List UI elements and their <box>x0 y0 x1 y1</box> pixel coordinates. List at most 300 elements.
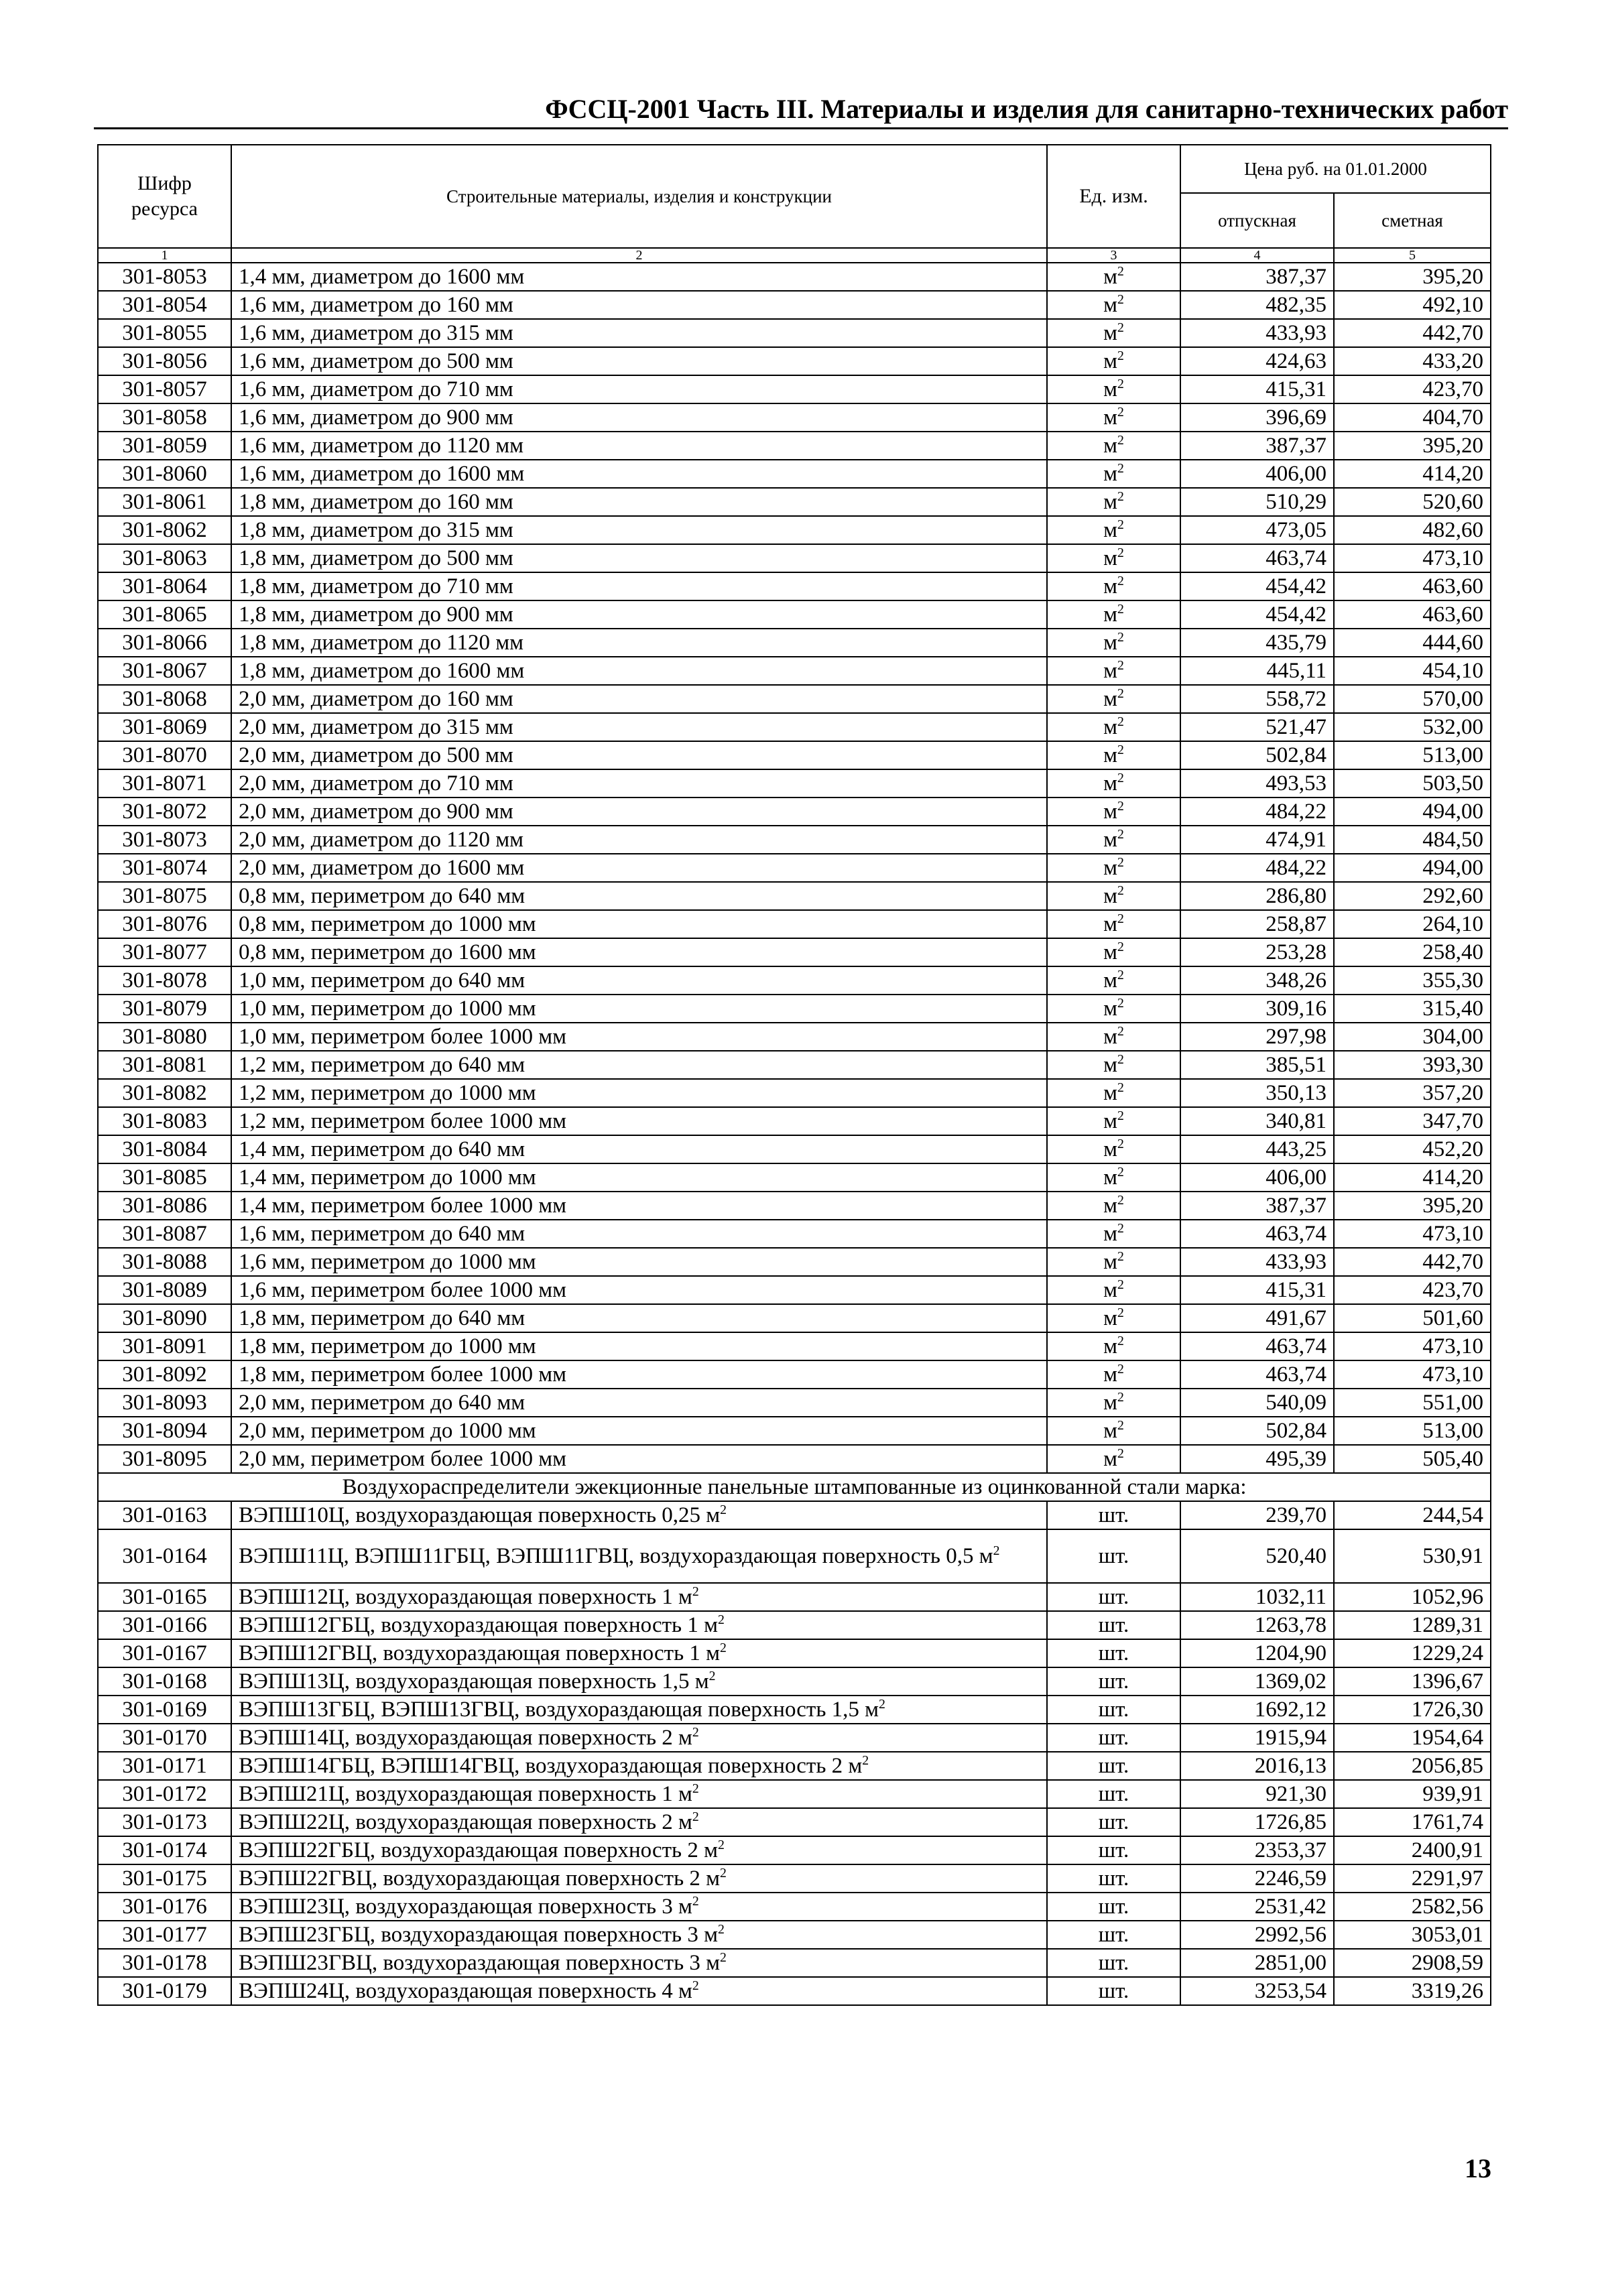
cell-name: 1,8 мм, периметром более 1000 мм <box>231 1360 1047 1389</box>
table-row <box>98 1667 1491 1696</box>
squared-superscript: 2 <box>1117 1108 1124 1123</box>
cell-unit: шт. <box>1047 1696 1180 1724</box>
cell-estimate-price: 423,70 <box>1334 375 1491 403</box>
cell-code: 301-8091 <box>98 1332 231 1360</box>
cell-release-price: 463,74 <box>1180 1220 1334 1248</box>
cell-unit: $м^2$ <box>1047 1304 1180 1332</box>
table-row <box>98 1611 1491 1639</box>
cell-code: 301-8072 <box>98 798 231 826</box>
cell-release-price: 2246,59 <box>1180 1864 1334 1893</box>
table-row <box>98 432 1491 460</box>
cell-code: 301-8065 <box>98 600 231 629</box>
cell-name: 1,8 мм, диаметром до 1120 мм <box>231 629 1047 657</box>
cell-name: 1,8 мм, периметром до 1000 мм <box>231 1332 1047 1360</box>
cell-code: 301-8071 <box>98 769 231 798</box>
table-row <box>98 966 1491 995</box>
cell-code: 301-8086 <box>98 1192 231 1220</box>
squared-superscript: 2 <box>720 1503 727 1517</box>
cell-unit: $м^2$ <box>1047 1445 1180 1473</box>
cell-name: ВЭПШ22Ц, воздухораздающая поверхность 2 $м^2$ <box>231 1808 1047 1836</box>
cell-name: 1,4 мм, периметром более 1000 мм <box>231 1192 1047 1220</box>
cell-code: 301-8083 <box>98 1107 231 1135</box>
table-header <box>98 145 1491 263</box>
table-row <box>98 347 1491 375</box>
table-row <box>98 1360 1491 1389</box>
squared-superscript: 2 <box>1117 377 1124 391</box>
cell-estimate-price: 1954,64 <box>1334 1724 1491 1752</box>
table-row <box>98 319 1491 347</box>
cell-estimate-price: 404,70 <box>1334 403 1491 432</box>
cell-code: 301-8088 <box>98 1248 231 1276</box>
cell-estimate-price: 1052,96 <box>1334 1583 1491 1611</box>
squared-superscript: 2 <box>1117 1418 1124 1433</box>
cell-code: 301-8053 <box>98 263 231 291</box>
cell-code: 301-0167 <box>98 1639 231 1667</box>
cell-name: 0,8 мм, периметром до 1000 мм <box>231 910 1047 938</box>
cell-unit: $м^2$ <box>1047 291 1180 319</box>
cell-release-price: 286,80 <box>1180 882 1334 910</box>
cell-name: 2,0 мм, диаметром до 1600 мм <box>231 854 1047 882</box>
cell-estimate-price: 442,70 <box>1334 1248 1491 1276</box>
cell-name: 2,0 мм, диаметром до 160 мм <box>231 685 1047 713</box>
cell-code: 301-8078 <box>98 966 231 995</box>
cell-release-price: 435,79 <box>1180 629 1334 657</box>
col-number: 4 <box>1180 248 1334 263</box>
squared-superscript: 2 <box>692 1978 699 1993</box>
table-row <box>98 1949 1491 1977</box>
cell-name: ВЭПШ11Ц, ВЭПШ11ГБЦ, ВЭПШ11ГВЦ, воздухораздающая поверхность 0,5 $м^2$ <box>231 1529 1047 1583</box>
table-row <box>98 600 1491 629</box>
cell-name: ВЭПШ22ГВЦ, воздухораздающая поверхность 2 $м^2$ <box>231 1864 1047 1893</box>
squared-superscript: 2 <box>1117 1024 1124 1039</box>
table-row <box>98 1192 1491 1220</box>
cell-code: 301-0178 <box>98 1949 231 1977</box>
squared-superscript: 2 <box>1117 292 1124 307</box>
cell-name: ВЭПШ24Ц, воздухораздающая поверхность 4 $м^2$ <box>231 1977 1047 2005</box>
cell-estimate-price: 503,50 <box>1334 769 1491 798</box>
cell-unit: $м^2$ <box>1047 1135 1180 1163</box>
cell-unit: шт. <box>1047 1667 1180 1696</box>
squared-superscript: 2 <box>1117 1334 1124 1348</box>
table-row <box>98 685 1491 713</box>
cell-name: 1,0 мм, периметром до 640 мм <box>231 966 1047 995</box>
cell-estimate-price: 452,20 <box>1334 1135 1491 1163</box>
cell-estimate-price: 395,20 <box>1334 263 1491 291</box>
cell-code: 301-8056 <box>98 347 231 375</box>
squared-superscript: 2 <box>692 1894 699 1909</box>
col-price-header: Цена руб. на 01.01.2000 <box>1180 145 1491 193</box>
cell-estimate-price: 3319,26 <box>1334 1977 1491 2005</box>
cell-unit: $м^2$ <box>1047 938 1180 966</box>
cell-unit: $м^2$ <box>1047 1051 1180 1079</box>
cell-release-price: 1369,02 <box>1180 1667 1334 1696</box>
cell-name: 1,6 мм, диаметром до 500 мм <box>231 347 1047 375</box>
squared-superscript: 2 <box>1117 1193 1124 1208</box>
cell-code: 301-8058 <box>98 403 231 432</box>
cell-unit: $м^2$ <box>1047 826 1180 854</box>
table-row <box>98 1780 1491 1808</box>
squared-superscript: 2 <box>1117 1390 1124 1405</box>
cell-estimate-price: 2291,97 <box>1334 1864 1491 1893</box>
cell-code: 301-8062 <box>98 516 231 544</box>
page-number: 13 <box>1465 2153 1491 2183</box>
squared-superscript: 2 <box>1117 461 1124 476</box>
cell-estimate-price: 463,60 <box>1334 572 1491 600</box>
cell-unit: $м^2$ <box>1047 995 1180 1023</box>
cell-unit: шт. <box>1047 1977 1180 2005</box>
cell-unit: $м^2$ <box>1047 572 1180 600</box>
cell-unit: шт. <box>1047 1724 1180 1752</box>
cell-code: 301-8093 <box>98 1389 231 1417</box>
cell-name: 2,0 мм, периметром до 1000 мм <box>231 1417 1047 1445</box>
cell-unit: $м^2$ <box>1047 516 1180 544</box>
cell-unit: $м^2$ <box>1047 1248 1180 1276</box>
cell-name: ВЭПШ13Ц, воздухораздающая поверхность 1,5 $м^2$ <box>231 1667 1047 1696</box>
col-code-header: Шифр ресурса <box>98 145 231 248</box>
cell-code: 301-8074 <box>98 854 231 882</box>
cell-estimate-price: 395,20 <box>1334 432 1491 460</box>
table-row <box>98 798 1491 826</box>
cell-unit: шт. <box>1047 1808 1180 1836</box>
cell-release-price: 2851,00 <box>1180 1949 1334 1977</box>
squared-superscript: 2 <box>1117 1446 1124 1461</box>
cell-unit: $м^2$ <box>1047 403 1180 432</box>
table-group <box>98 1473 1491 1501</box>
table-row <box>98 629 1491 657</box>
squared-superscript: 2 <box>692 1584 699 1599</box>
cell-release-price: 258,87 <box>1180 910 1334 938</box>
cell-unit: $м^2$ <box>1047 319 1180 347</box>
cell-name: 2,0 мм, диаметром до 1120 мм <box>231 826 1047 854</box>
squared-superscript: 2 <box>1117 771 1124 785</box>
cell-release-price: 297,98 <box>1180 1023 1334 1051</box>
cell-name: 1,0 мм, периметром более 1000 мм <box>231 1023 1047 1051</box>
col-estimate-header: сметная <box>1334 193 1491 248</box>
cell-code: 301-8084 <box>98 1135 231 1163</box>
cell-name: 1,8 мм, диаметром до 710 мм <box>231 572 1047 600</box>
cell-estimate-price: 442,70 <box>1334 319 1491 347</box>
cell-estimate-price: 423,70 <box>1334 1276 1491 1304</box>
cell-estimate-price: 463,60 <box>1334 600 1491 629</box>
cell-code: 301-8090 <box>98 1304 231 1332</box>
col-number: 1 <box>98 248 231 263</box>
col-number: 5 <box>1334 248 1491 263</box>
cell-unit: $м^2$ <box>1047 1417 1180 1445</box>
cell-estimate-price: 2582,56 <box>1334 1893 1491 1921</box>
squared-superscript: 2 <box>692 1725 699 1740</box>
cell-name: 1,8 мм, диаметром до 1600 мм <box>231 657 1047 685</box>
cell-name: 1,6 мм, периметром до 640 мм <box>231 1220 1047 1248</box>
cell-name: 1,4 мм, периметром до 640 мм <box>231 1135 1047 1163</box>
cell-unit: шт. <box>1047 1949 1180 1977</box>
cell-estimate-price: 513,00 <box>1334 741 1491 769</box>
squared-superscript: 2 <box>1117 1165 1124 1179</box>
table-row <box>98 854 1491 882</box>
squared-superscript: 2 <box>1117 714 1124 729</box>
cell-release-price: 239,70 <box>1180 1501 1334 1529</box>
cell-name: 1,8 мм, диаметром до 315 мм <box>231 516 1047 544</box>
cell-code: 301-8089 <box>98 1276 231 1304</box>
cell-name: 1,2 мм, периметром до 640 мм <box>231 1051 1047 1079</box>
cell-estimate-price: 570,00 <box>1334 685 1491 713</box>
cell-release-price: 2531,42 <box>1180 1893 1334 1921</box>
cell-unit: $м^2$ <box>1047 798 1180 826</box>
squared-superscript: 2 <box>1117 827 1124 842</box>
cell-release-price: 1915,94 <box>1180 1724 1334 1752</box>
cell-release-price: 473,05 <box>1180 516 1334 544</box>
squared-superscript: 2 <box>1117 855 1124 870</box>
table-row <box>98 572 1491 600</box>
cell-code: 301-8075 <box>98 882 231 910</box>
squared-superscript: 2 <box>720 1950 727 1965</box>
cell-release-price: 921,30 <box>1180 1780 1334 1808</box>
table-row <box>98 1696 1491 1724</box>
cell-name: 1,6 мм, периметром более 1000 мм <box>231 1276 1047 1304</box>
table-row <box>98 1752 1491 1780</box>
col-number: 3 <box>1047 248 1180 263</box>
cell-code: 301-8080 <box>98 1023 231 1051</box>
cell-name: 1,6 мм, диаметром до 160 мм <box>231 291 1047 319</box>
cell-unit: $м^2$ <box>1047 1079 1180 1107</box>
cell-release-price: 253,28 <box>1180 938 1334 966</box>
squared-superscript: 2 <box>1117 602 1124 617</box>
cell-estimate-price: 484,50 <box>1334 826 1491 854</box>
cell-release-price: 454,42 <box>1180 600 1334 629</box>
squared-superscript: 2 <box>692 1809 699 1824</box>
cell-code: 301-8077 <box>98 938 231 966</box>
cell-release-price: 2353,37 <box>1180 1836 1334 1864</box>
cell-name: 1,6 мм, диаметром до 315 мм <box>231 319 1047 347</box>
cell-release-price: 3253,54 <box>1180 1977 1334 2005</box>
cell-unit: $м^2$ <box>1047 375 1180 403</box>
table-row <box>98 657 1491 685</box>
cell-release-price: 396,69 <box>1180 403 1334 432</box>
cell-release-price: 521,47 <box>1180 713 1334 741</box>
cell-estimate-price: 1289,31 <box>1334 1611 1491 1639</box>
cell-estimate-price: 494,00 <box>1334 798 1491 826</box>
cell-code: 301-0166 <box>98 1611 231 1639</box>
cell-unit: шт. <box>1047 1836 1180 1864</box>
cell-code: 301-8079 <box>98 995 231 1023</box>
cell-release-price: 406,00 <box>1180 1163 1334 1192</box>
squared-superscript: 2 <box>717 1838 725 1852</box>
cell-unit: $м^2$ <box>1047 657 1180 685</box>
running-header <box>94 86 1508 129</box>
cell-code: 301-8085 <box>98 1163 231 1192</box>
cell-unit: $м^2$ <box>1047 1332 1180 1360</box>
table-row <box>98 1724 1491 1752</box>
col-unit-header: Ед. изм. <box>1047 145 1180 248</box>
cell-unit: $м^2$ <box>1047 1192 1180 1220</box>
cell-release-price: 474,91 <box>1180 826 1334 854</box>
cell-code: 301-8063 <box>98 544 231 572</box>
squared-superscript: 2 <box>1117 320 1124 335</box>
cell-code: 301-8092 <box>98 1360 231 1389</box>
cell-estimate-price: 551,00 <box>1334 1389 1491 1417</box>
cell-code: 301-0172 <box>98 1780 231 1808</box>
cell-name: 1,2 мм, периметром до 1000 мм <box>231 1079 1047 1107</box>
squared-superscript: 2 <box>1117 264 1124 279</box>
cell-estimate-price: 520,60 <box>1334 488 1491 516</box>
squared-superscript: 2 <box>879 1697 885 1712</box>
cell-release-price: 1204,90 <box>1180 1639 1334 1667</box>
table-row <box>98 1977 1491 2005</box>
table-row <box>98 1304 1491 1332</box>
cell-name: 1,6 мм, диаметром до 1600 мм <box>231 460 1047 488</box>
cell-code: 301-0175 <box>98 1864 231 1893</box>
table-row <box>98 1276 1491 1304</box>
cell-code: 301-0164 <box>98 1529 231 1583</box>
cell-release-price: 387,37 <box>1180 263 1334 291</box>
cell-name: 1,6 мм, периметром до 1000 мм <box>231 1248 1047 1276</box>
cell-estimate-price: 2400,91 <box>1334 1836 1491 1864</box>
cell-unit: шт. <box>1047 1611 1180 1639</box>
cell-name: 2,0 мм, периметром до 640 мм <box>231 1389 1047 1417</box>
cell-estimate-price: 530,91 <box>1334 1529 1491 1583</box>
cell-estimate-price: 454,10 <box>1334 657 1491 685</box>
cell-code: 301-8087 <box>98 1220 231 1248</box>
cell-estimate-price: 315,40 <box>1334 995 1491 1023</box>
cell-name: ВЭПШ13ГБЦ, ВЭПШ13ГВЦ, воздухораздающая поверхность 1,5 $м^2$ <box>231 1696 1047 1724</box>
squared-superscript: 2 <box>1117 1362 1124 1377</box>
cell-release-price: 491,67 <box>1180 1304 1334 1332</box>
col-name-header: Строительные материалы, изделия и конструкции <box>231 145 1047 248</box>
cell-name: ВЭПШ23Ц, воздухораздающая поверхность 3 $м^2$ <box>231 1893 1047 1921</box>
cell-release-price: 2016,13 <box>1180 1752 1334 1780</box>
cell-estimate-price: 513,00 <box>1334 1417 1491 1445</box>
squared-superscript: 2 <box>993 1543 1000 1558</box>
cell-unit: $м^2$ <box>1047 713 1180 741</box>
cell-release-price: 387,37 <box>1180 1192 1334 1220</box>
cell-estimate-price: 355,30 <box>1334 966 1491 995</box>
cell-release-price: 433,93 <box>1180 1248 1334 1276</box>
squared-superscript: 2 <box>1117 1277 1124 1292</box>
squared-superscript: 2 <box>717 1922 725 1937</box>
cell-estimate-price: 492,10 <box>1334 291 1491 319</box>
cell-unit: $м^2$ <box>1047 488 1180 516</box>
cell-unit: шт. <box>1047 1752 1180 1780</box>
cell-estimate-price: 433,20 <box>1334 347 1491 375</box>
cell-code: 301-8059 <box>98 432 231 460</box>
cell-name: ВЭПШ12ГВЦ, воздухораздающая поверхность 1 $м^2$ <box>231 1639 1047 1667</box>
cell-code: 301-0165 <box>98 1583 231 1611</box>
squared-superscript: 2 <box>1117 574 1124 588</box>
squared-superscript: 2 <box>1117 1221 1124 1236</box>
price-table <box>97 144 1491 2006</box>
cell-unit: $м^2$ <box>1047 629 1180 657</box>
cell-code: 301-0163 <box>98 1501 231 1529</box>
cell-release-price: 415,31 <box>1180 1276 1334 1304</box>
cell-estimate-price: 1761,74 <box>1334 1808 1491 1836</box>
cell-code: 301-8066 <box>98 629 231 657</box>
table-row <box>98 1921 1491 1949</box>
table-row <box>98 1023 1491 1051</box>
table-row <box>98 938 1491 966</box>
cell-release-price: 350,13 <box>1180 1079 1334 1107</box>
table-row <box>98 375 1491 403</box>
squared-superscript: 2 <box>717 1612 725 1627</box>
cell-code: 301-0177 <box>98 1921 231 1949</box>
cell-release-price: 387,37 <box>1180 432 1334 460</box>
squared-superscript: 2 <box>1117 996 1124 1011</box>
cell-estimate-price: 444,60 <box>1334 629 1491 657</box>
cell-code: 301-8082 <box>98 1079 231 1107</box>
cell-name: 1,8 мм, диаметром до 500 мм <box>231 544 1047 572</box>
cell-release-price: 502,84 <box>1180 1417 1334 1445</box>
cell-estimate-price: 3053,01 <box>1334 1921 1491 1949</box>
cell-unit: шт. <box>1047 1501 1180 1529</box>
table-row <box>98 1639 1491 1667</box>
table-row <box>98 516 1491 544</box>
cell-code: 301-8076 <box>98 910 231 938</box>
squared-superscript: 2 <box>1117 1080 1124 1095</box>
cell-code: 301-8064 <box>98 572 231 600</box>
cell-release-price: 1692,12 <box>1180 1696 1334 1724</box>
squared-superscript: 2 <box>1117 348 1124 363</box>
cell-name: 1,8 мм, диаметром до 160 мм <box>231 488 1047 516</box>
cell-estimate-price: 393,30 <box>1334 1051 1491 1079</box>
table-row <box>98 1893 1491 1921</box>
cell-code: 301-8069 <box>98 713 231 741</box>
squared-superscript: 2 <box>1117 433 1124 448</box>
table-row <box>98 995 1491 1023</box>
cell-unit: $м^2$ <box>1047 1276 1180 1304</box>
cell-name: 2,0 мм, диаметром до 710 мм <box>231 769 1047 798</box>
cell-name: 1,4 мм, диаметром до 1600 мм <box>231 263 1047 291</box>
cell-unit: шт. <box>1047 1921 1180 1949</box>
cell-unit: $м^2$ <box>1047 263 1180 291</box>
table-row <box>98 1079 1491 1107</box>
cell-unit: $м^2$ <box>1047 600 1180 629</box>
squared-superscript: 2 <box>1117 405 1124 420</box>
cell-code: 301-8061 <box>98 488 231 516</box>
cell-unit: $м^2$ <box>1047 882 1180 910</box>
table-row <box>98 769 1491 798</box>
cell-code: 301-8057 <box>98 375 231 403</box>
table-row <box>98 1864 1491 1893</box>
cell-release-price: 510,29 <box>1180 488 1334 516</box>
cell-name: ВЭПШ22ГБЦ, воздухораздающая поверхность 2 $м^2$ <box>231 1836 1047 1864</box>
cell-unit: шт. <box>1047 1583 1180 1611</box>
col-number: 2 <box>231 248 1047 263</box>
cell-estimate-price: 473,10 <box>1334 1220 1491 1248</box>
cell-estimate-price: 414,20 <box>1334 460 1491 488</box>
cell-release-price: 385,51 <box>1180 1051 1334 1079</box>
cell-unit: шт. <box>1047 1864 1180 1893</box>
cell-unit: $м^2$ <box>1047 910 1180 938</box>
squared-superscript: 2 <box>1117 1137 1124 1151</box>
cell-estimate-price: 1396,67 <box>1334 1667 1491 1696</box>
cell-release-price: 406,00 <box>1180 460 1334 488</box>
table-row <box>98 1583 1491 1611</box>
cell-release-price: 340,81 <box>1180 1107 1334 1135</box>
cell-release-price: 495,39 <box>1180 1445 1334 1473</box>
table-row <box>98 1417 1491 1445</box>
table-row <box>98 403 1491 432</box>
cell-unit: $м^2$ <box>1047 769 1180 798</box>
table-row <box>98 1445 1491 1473</box>
cell-release-price: 445,11 <box>1180 657 1334 685</box>
cell-name: 1,8 мм, диаметром до 900 мм <box>231 600 1047 629</box>
cell-code: 301-8055 <box>98 319 231 347</box>
cell-code: 301-8070 <box>98 741 231 769</box>
squared-superscript: 2 <box>1117 883 1124 898</box>
cell-name: ВЭПШ14ГБЦ, ВЭПШ14ГВЦ, воздухораздающая поверхность 2 $м^2$ <box>231 1752 1047 1780</box>
cell-unit: шт. <box>1047 1893 1180 1921</box>
table-row <box>98 488 1491 516</box>
cell-estimate-price: 395,20 <box>1334 1192 1491 1220</box>
cell-estimate-price: 494,00 <box>1334 854 1491 882</box>
